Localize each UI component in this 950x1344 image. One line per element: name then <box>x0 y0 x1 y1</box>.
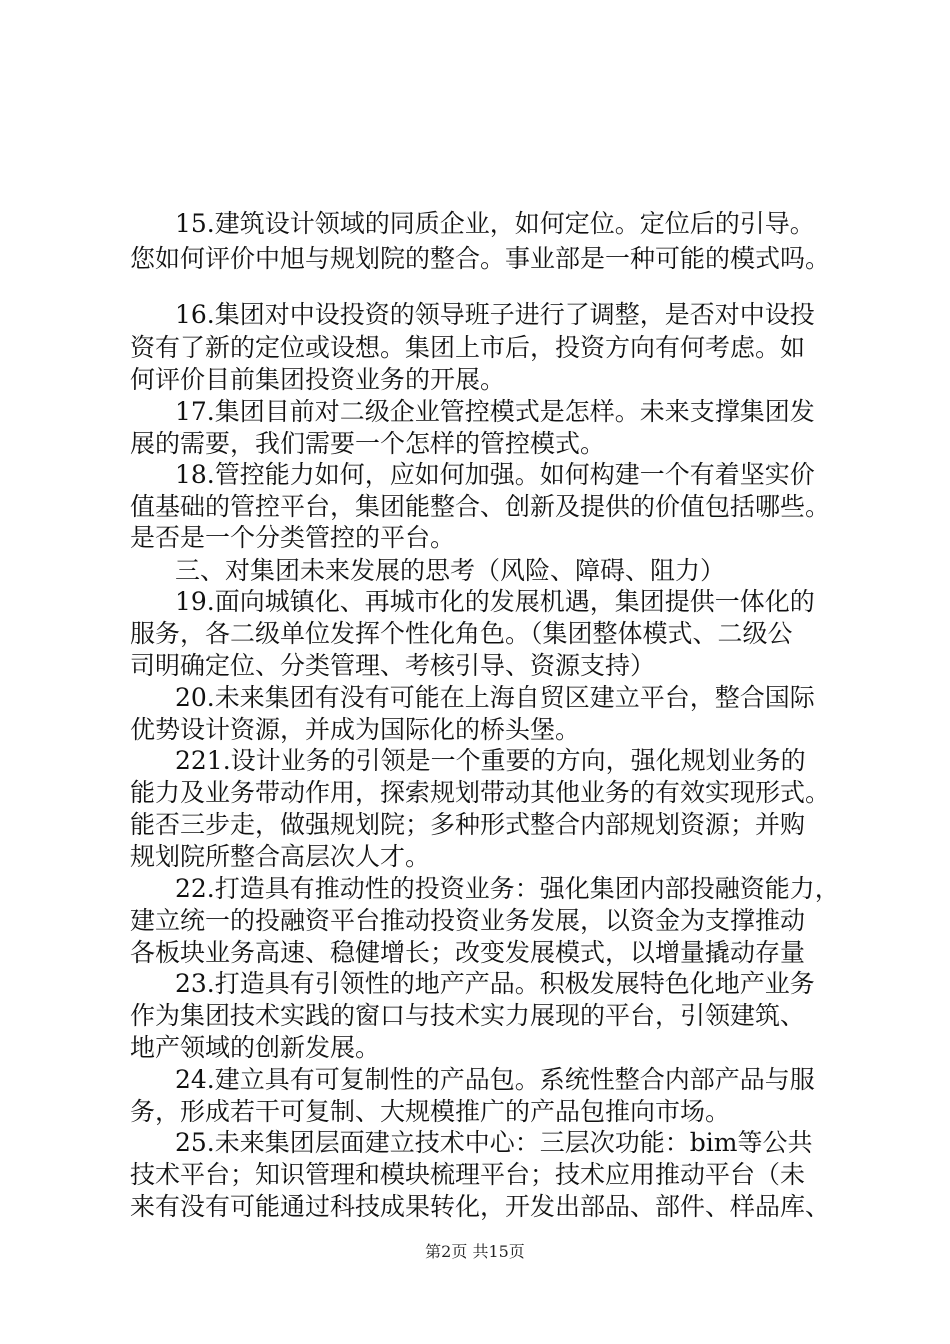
text-line: 能力及业务带动作用，探索规划带动其他业务的有效实现形式。 <box>130 778 831 807</box>
section-heading: 三、对集团未来发展的思考（风险、障碍、阻力） <box>175 556 726 585</box>
text-line: 何评价目前集团投资业务的开展。 <box>130 365 506 394</box>
text-line: 作为集团技术实践的窗口与技术实力展现的平台，引领建筑、 <box>130 1001 806 1030</box>
text-line: 规划院所整合高层次人才。 <box>130 842 431 871</box>
page-number-footer: 第2页 共15页 <box>425 1242 525 1261</box>
text-line: 是否是一个分类管控的平台。 <box>130 523 456 552</box>
text-line: 各板块业务高速、稳健增长；改变发展模式，以增量撬动存量 <box>130 938 806 967</box>
text-line: 16.集团对中设投资的领导班子进行了调整，是否对中设投 <box>175 300 815 329</box>
text-line: 22.打造具有推动性的投资业务：强化集团内部投融资能力， <box>175 874 840 903</box>
text-line: 24.建立具有可复制性的产品包。系统性整合内部产品与服 <box>175 1065 815 1094</box>
text-line: 务，形成若干可复制、大规模推广的产品包推向市场。 <box>130 1097 731 1126</box>
text-line: 优势设计资源，并成为国际化的桥头堡。 <box>130 715 581 744</box>
text-line: 资有了新的定位或设想。集团上市后，投资方向有何考虑。如 <box>130 333 806 362</box>
text-line: 18.管控能力如何，应如何加强。如何构建一个有着坚实价 <box>175 460 815 489</box>
text-line: 19.面向城镇化、再城市化的发展机遇，集团提供一体化的 <box>175 587 815 616</box>
text-line: 20.未来集团有没有可能在上海自贸区建立平台，整合国际 <box>175 683 815 712</box>
text-line: 15.建筑设计领域的同质企业，如何定位。定位后的引导。 <box>175 209 815 238</box>
text-line: 展的需要，我们需要一个怎样的管控模式。 <box>130 429 606 458</box>
text-line: 您如何评价中旭与规划院的整合。事业部是一种可能的模式吗。 <box>130 244 831 273</box>
text-line: 司明确定位、分类管理、考核引导、资源支持） <box>130 651 656 680</box>
text-line: 17.集团目前对二级企业管控模式是怎样。未来支撑集团发 <box>175 397 815 426</box>
text-line: 技术平台；知识管理和模块梳理平台；技术应用推动平台（未 <box>130 1160 806 1189</box>
text-line: 221.设计业务的引领是一个重要的方向，强化规划业务的 <box>175 746 806 775</box>
text-line: 25.未来集团层面建立技术中心：三层次功能：bim等公共 <box>175 1128 813 1157</box>
text-line: 值基础的管控平台，集团能整合、创新及提供的价值包括哪些。 <box>130 492 831 521</box>
text-line: 来有没有可能通过科技成果转化，开发出部品、部件、样品库、 <box>130 1192 831 1221</box>
text-line: 能否三步走，做强规划院；多种形式整合内部规划资源；并购 <box>130 810 806 839</box>
text-line: 23.打造具有引领性的地产产品。积极发展特色化地产业务 <box>175 969 815 998</box>
text-line: 地产领域的创新发展。 <box>130 1033 381 1062</box>
text-line: 服务，各二级单位发挥个性化角色。（集团整体模式、二级公 <box>130 619 793 648</box>
text-line: 建立统一的投融资平台推动投资业务发展，以资金为支撑推动 <box>130 906 806 935</box>
